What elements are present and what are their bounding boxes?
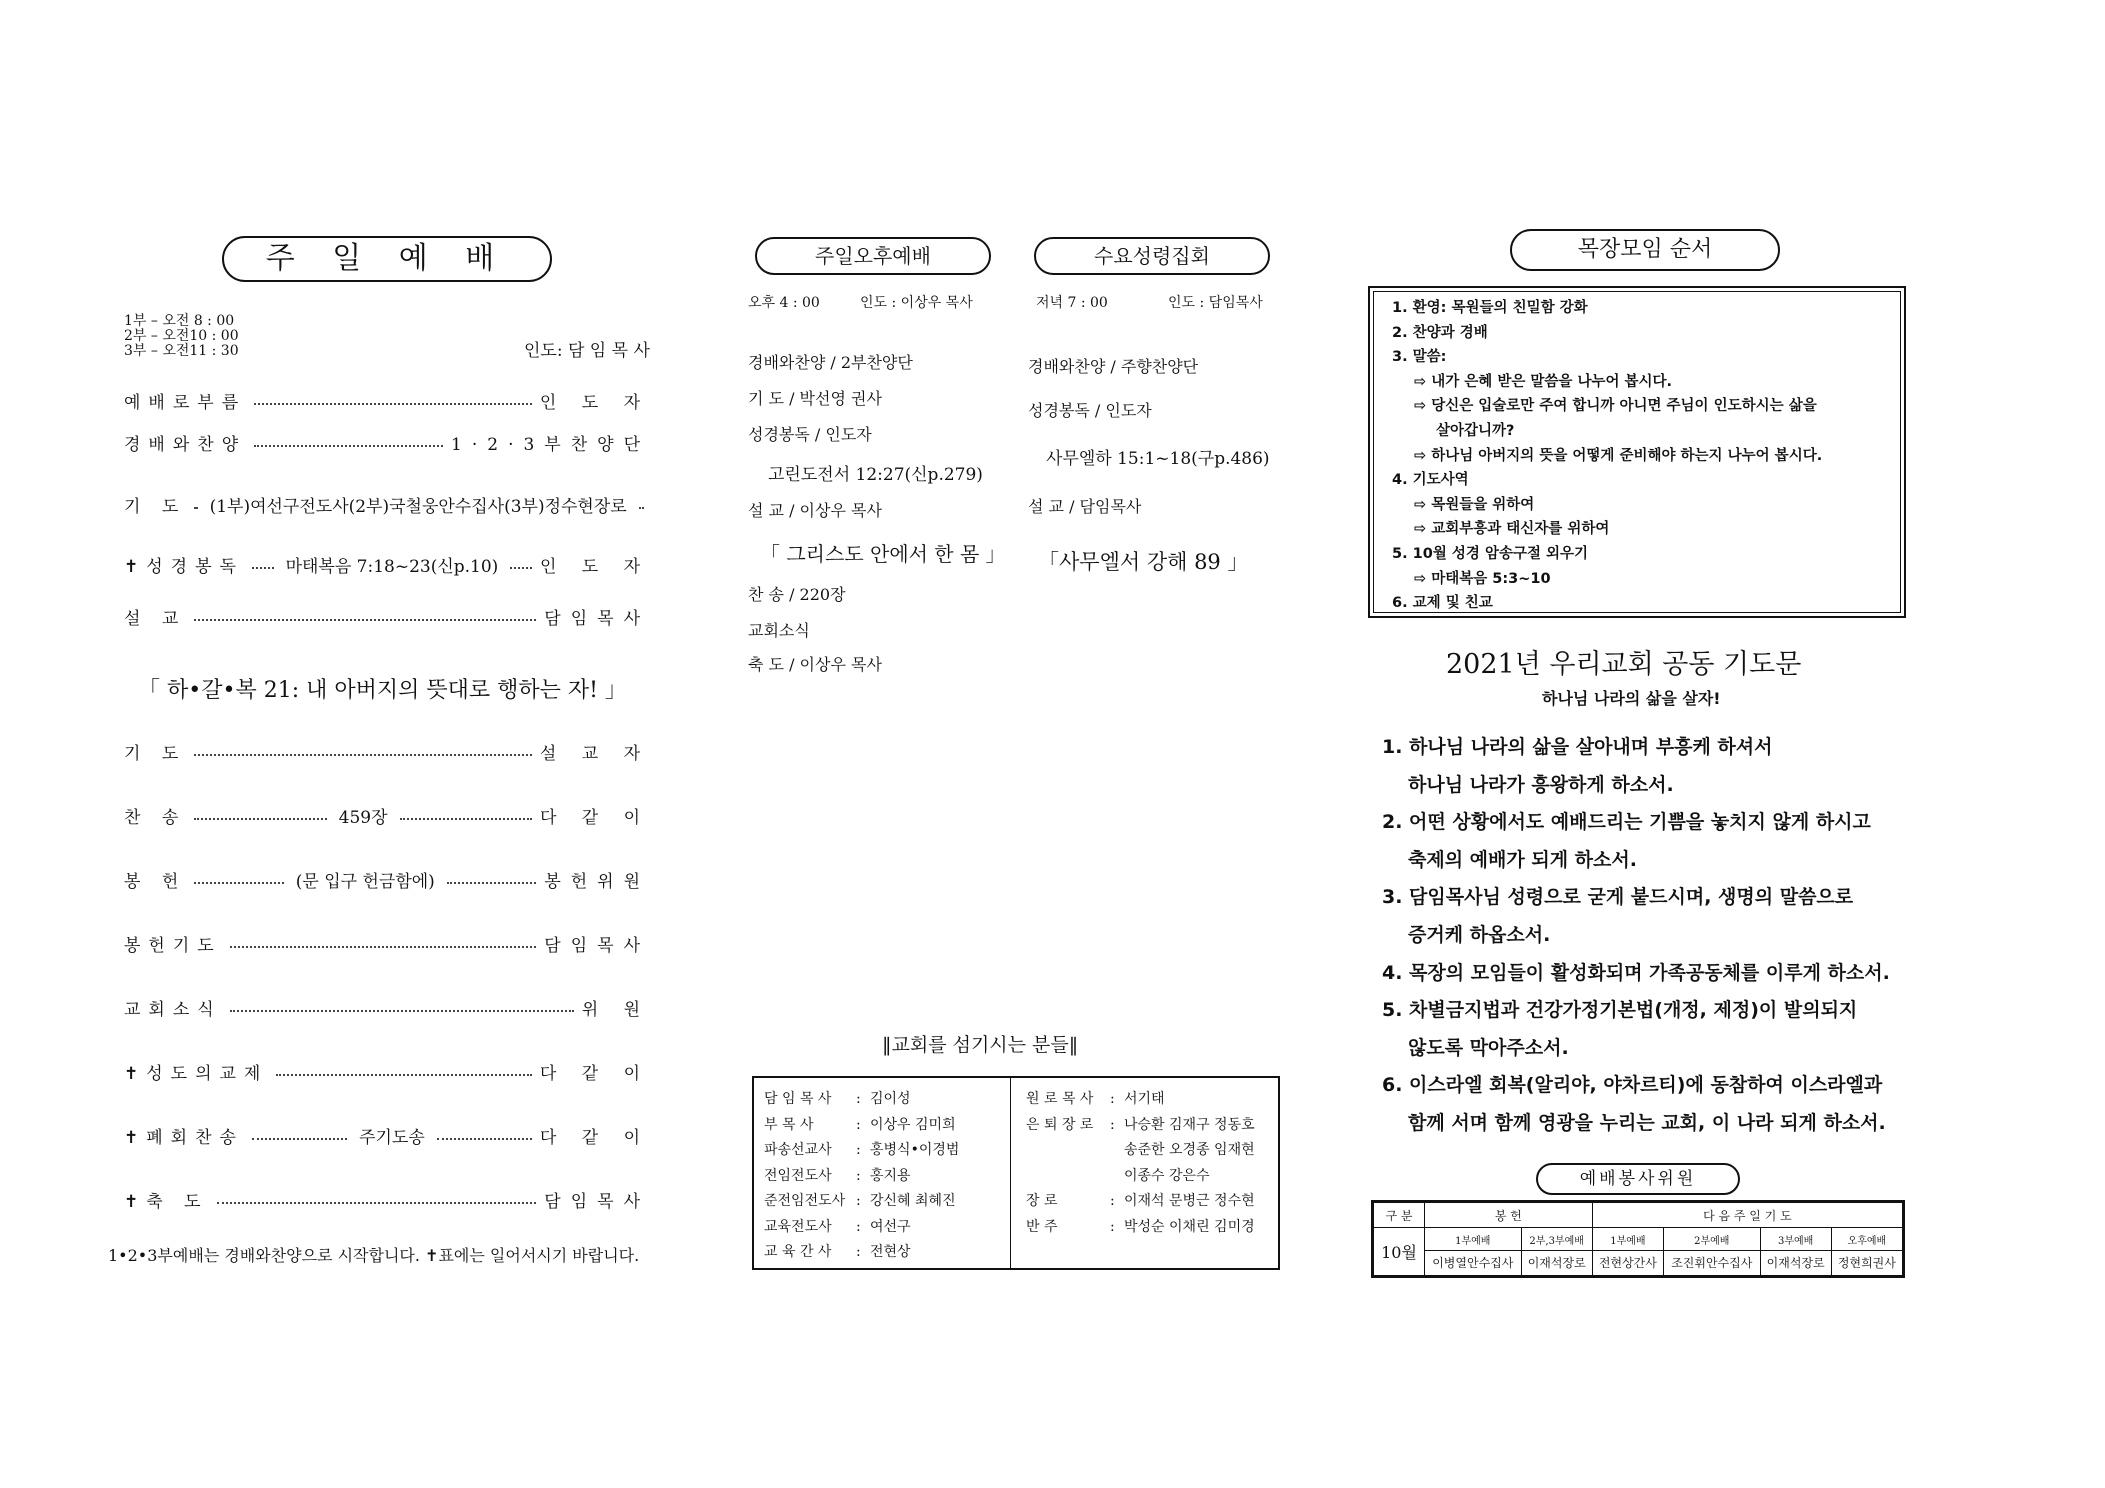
cell-meeting-line: ⇨ 교회부흥과 태신자를 위하여 [1414, 521, 1610, 538]
sub-3: 1부예배 [1592, 1228, 1663, 1251]
leader-dots [230, 946, 537, 948]
staff-entry [764, 1139, 959, 1159]
staff-divider [1010, 1078, 1011, 1268]
worship-row [124, 1123, 650, 1148]
cell-meeting-line: ⇨ 목원들을 위하여 [1414, 496, 1535, 513]
worship-row [124, 995, 650, 1020]
leader-dots [447, 882, 537, 884]
afternoon-item-prayer: 기 도 / 박선영 권사 [748, 389, 882, 408]
staff-role: 교 육 간 사 [764, 1244, 832, 1260]
staff-role: 전임전도사 [764, 1167, 832, 1184]
afternoon-item-hymn: 찬 송 / 220장 [748, 585, 846, 604]
service-sub-row [1374, 1228, 1903, 1251]
staff-colon: : [856, 1244, 861, 1260]
leader-dots [437, 1138, 532, 1140]
staff-box [752, 1076, 1280, 1270]
row-person: 봉헌위원 [544, 872, 651, 892]
staff-role: 담 임 목 사 [764, 1091, 832, 1107]
row-label: ✝폐회찬송 [124, 1128, 244, 1148]
staff-entry [1026, 1216, 1255, 1236]
row-person: 다 같 이 [539, 1064, 650, 1084]
worship-row [124, 931, 650, 956]
staff-names: 여선구 [870, 1218, 911, 1235]
staff-entry [764, 1216, 911, 1236]
cell-meeting-line: 5. 10월 성경 암송구절 외우기 [1392, 546, 1589, 562]
sub-5: 3부예배 [1760, 1228, 1831, 1251]
time-2: 2부 – 오전10 : 00 [124, 328, 239, 344]
row-person: 인 도 자 [539, 557, 651, 577]
staff-names: 이상우 김미희 [870, 1116, 956, 1133]
staff-role: 장 로 [1026, 1193, 1058, 1209]
prayer-line: 2. 어떤 상황에서도 예배드리는 기쁨을 놓치지 않게 하시고 [1382, 811, 1871, 834]
staff-names: 홍지용 [870, 1167, 911, 1184]
afternoon-time: 오후 4 : 00 [748, 295, 820, 311]
staff-role: 반 주 [1026, 1218, 1058, 1235]
staff-colon: : [856, 1116, 861, 1133]
afternoon-item-reading: 성경봉독 / 인도자 [748, 425, 872, 444]
value-1: 이병열안수집사 [1425, 1250, 1522, 1275]
worship-row [124, 739, 650, 764]
staff-entry [1026, 1114, 1255, 1134]
row-label: 기 도 [124, 497, 187, 517]
row-person: 위 원 [581, 1000, 650, 1020]
staff-role: 교육전도사 [764, 1218, 832, 1235]
staff-names: 강신혜 최혜진 [870, 1193, 956, 1209]
staff-entry [764, 1190, 956, 1210]
cell-meeting-line: 6. 교제 및 친교 [1392, 595, 1493, 612]
row-detail: 주기도송 [359, 1128, 425, 1148]
wednesday-time: 저녁 7 : 00 [1036, 295, 1108, 311]
row-person: 1·2·3부찬양단 [451, 435, 650, 455]
leader-dots [194, 507, 197, 509]
prayer-line: 1. 하나님 나라의 삶을 살아내며 부흥케 하셔서 [1382, 736, 1773, 758]
leader-dots [194, 619, 536, 621]
cell-meeting-title: 목장모임 순서 [1510, 229, 1780, 271]
prayer-line: 6. 이스라엘 회복(알리야, 야차르티)에 동참하여 이스라엘과 [1382, 1074, 1883, 1097]
staff-colon: : [1110, 1091, 1115, 1107]
time-3: 3부 – 오전11 : 30 [124, 343, 239, 359]
sub-4: 2부예배 [1663, 1228, 1760, 1251]
prayer-line: 하나님 나라가 흥왕하게 하소서. [1408, 773, 1674, 796]
afternoon-item-news: 교회소식 [748, 621, 810, 640]
staff-colon: : [856, 1167, 861, 1184]
row-label: ✝성도의교제 [124, 1064, 269, 1084]
staff-colon: : [1110, 1116, 1115, 1133]
wednesday-worship-title: 수요성령집회 [1034, 237, 1270, 275]
worship-row [124, 430, 650, 455]
worship-row [124, 604, 650, 629]
staff-role: 부 목 사 [764, 1116, 814, 1133]
leader-dots [194, 882, 284, 884]
prayer-line: 함께 서며 함께 영광을 누리는 교회, 이 나라 되게 하소서. [1408, 1112, 1886, 1134]
cell-meeting-line: 살아갑니까? [1436, 423, 1515, 439]
cell-meeting-line: 1. 환영: 목원들의 친밀함 강화 [1392, 300, 1588, 316]
staff-colon: : [1110, 1193, 1115, 1209]
afternoon-worship-title: 주일오후예배 [755, 237, 991, 275]
header-gubun: 구 분 [1374, 1203, 1425, 1228]
wednesday-item-praise: 경배와찬양 / 주향찬양단 [1028, 357, 1199, 376]
row-person: 인 도 자 [539, 393, 650, 413]
row-label: 교회소식 [124, 1000, 222, 1020]
value-3: 전현상간사 [1592, 1250, 1663, 1275]
cell-meeting-line: ⇨ 마태복음 5:3~10 [1414, 570, 1551, 587]
service-team-table [1373, 1202, 1903, 1276]
leader-dots [230, 1010, 574, 1012]
sub-1: 1부예배 [1425, 1228, 1522, 1251]
staff-entry [764, 1165, 911, 1185]
sunday-leader: 인도: 담 임 목 사 [524, 341, 650, 361]
row-person: 다 같 이 [539, 1128, 650, 1148]
row-label: ✝성경봉독 [124, 557, 244, 577]
staff-entry [764, 1114, 956, 1134]
leader-dots [254, 445, 443, 447]
worship-note: 1•2•3부예배는 경배와찬양으로 시작합니다. ✝표에는 일어서시기 바랍니다. [108, 1246, 640, 1265]
leader-dots [400, 818, 532, 820]
staff-colon: : [856, 1142, 861, 1158]
value-6: 정현희권사 [1831, 1250, 1902, 1275]
staff-entry [1026, 1139, 1255, 1159]
afternoon-item-sermon: 설 교 / 이상우 목사 [748, 501, 882, 520]
value-4: 조진휘안수집사 [1663, 1250, 1760, 1275]
sermon-title: 「 하•갈•복 21: 내 아버지의 뜻대로 행하는 자! 」 [138, 678, 627, 703]
row-label: 설 교 [124, 609, 187, 629]
time-1: 1부 – 오전 8 : 00 [124, 313, 235, 329]
cell-meeting-line: ⇨ 당신은 입술로만 주여 합니까 아니면 주님이 인도하시는 삶을 [1414, 398, 1817, 415]
afternoon-item-benediction: 축 도 / 이상우 목사 [748, 655, 882, 674]
prayer-line: 축제의 예배가 되게 하소서. [1408, 848, 1637, 871]
row-detail: (1부)여선구전도사(2부)국철웅안수집사(3부)정수현장로 [209, 497, 627, 517]
staff-role: 원 로 목 사 [1026, 1091, 1094, 1107]
row-person: 설 교 자 [539, 744, 650, 764]
leader-dots [194, 818, 326, 820]
sub-6: 오후예배 [1831, 1228, 1902, 1251]
afternoon-leader: 인도 : 이상우 목사 [860, 295, 973, 311]
leader-dots [276, 1074, 532, 1076]
header-offering: 봉 헌 [1425, 1203, 1593, 1228]
worship-row [124, 867, 650, 892]
worship-row [124, 1059, 650, 1084]
prayer-line: 증거케 하옵소서. [1408, 924, 1551, 946]
cell-meeting-line: 4. 기도사역 [1392, 472, 1469, 489]
sub-2: 2부,3부예배 [1521, 1228, 1592, 1251]
row-person: 담임목사 [544, 1192, 650, 1212]
worship-row [124, 1187, 650, 1212]
row-person: 담임목사 [544, 609, 650, 629]
prayer-line: 3. 담임목사님 성령으로 굳게 붙드시며, 생명의 말씀으로 [1382, 886, 1854, 909]
service-team-title: 예배봉사위원 [1536, 1163, 1740, 1195]
prayer-line: 5. 차별금지법과 건강가정기본법(개정, 제정)이 발의되지 [1382, 999, 1858, 1022]
row-label: 찬 송 [124, 808, 187, 828]
prayer-title: 2021년 우리교회 공동 기도문 [1446, 649, 1802, 680]
prayer-line: 않도록 막아주소서. [1408, 1036, 1569, 1059]
row-label: 봉 헌 [124, 872, 187, 892]
prayer-subtitle: 하나님 나라의 삶을 살자! [1542, 689, 1721, 708]
staff-entry [764, 1241, 911, 1261]
staff-names: 김이성 [870, 1091, 911, 1107]
row-label: 예배로부름 [124, 393, 247, 413]
worship-row [124, 388, 650, 413]
value-2: 이재석장로 [1521, 1250, 1592, 1275]
staff-entry [764, 1088, 911, 1108]
row-person: 담임목사 [544, 936, 650, 956]
service-month: 10월 [1374, 1228, 1425, 1276]
staff-colon: : [1110, 1218, 1115, 1235]
cell-meeting-inner [1373, 291, 1901, 613]
row-label: 경배와찬양 [124, 435, 247, 455]
staff-role: 은 퇴 장 로 [1026, 1116, 1094, 1133]
staff-colon: : [856, 1091, 861, 1107]
staff-colon: : [856, 1193, 861, 1209]
cell-meeting-line: ⇨ 하나님 아버지의 뜻을 어떻게 준비해야 하는지 나누어 봅시다. [1414, 447, 1823, 464]
service-team-table-box [1371, 1200, 1905, 1278]
row-detail: 마태복음 7:18~23(신p.10) [285, 557, 499, 577]
service-times [124, 314, 239, 359]
staff-entry [1026, 1190, 1255, 1210]
row-detail: 459장 [338, 808, 388, 828]
staff-names: 나승환 김재구 정동호 [1124, 1116, 1255, 1133]
staff-entry [1026, 1088, 1165, 1108]
staff-names: 홍병식•이경범 [870, 1142, 960, 1158]
header-next-prayer: 다 음 주 일 기 도 [1592, 1203, 1902, 1228]
staff-title: ‖교회를 섬기시는 분들‖ [882, 1034, 1079, 1056]
worship-row [124, 803, 650, 828]
wednesday-item-passage: 사무엘하 15:1~18(구p.486) [1046, 449, 1270, 469]
afternoon-item-passage: 고린도전서 12:27(신p.279) [768, 465, 983, 485]
cell-meeting-line: 2. 찬양과 경배 [1392, 324, 1488, 341]
row-label: 기 도 [124, 744, 187, 764]
worship-row [124, 552, 650, 577]
staff-role: 파송선교사 [764, 1142, 832, 1158]
leader-dots [252, 567, 274, 569]
sunday-worship-title: 주 일 예 배 [222, 236, 552, 282]
row-person: 다 같 이 [539, 808, 651, 828]
staff-entry [1026, 1165, 1210, 1185]
afternoon-sermon-title: 「 그리스도 안에서 한 몸 」 [760, 542, 1006, 566]
staff-colon: : [856, 1218, 861, 1235]
staff-names: 전현상 [870, 1244, 911, 1260]
service-value-row [1374, 1250, 1903, 1275]
staff-names: 이재석 문병근 정수현 [1124, 1193, 1255, 1209]
staff-names: 서기태 [1124, 1091, 1165, 1107]
staff-names: 송준한 오경종 임재현 [1124, 1142, 1255, 1158]
row-label: 봉헌기도 [124, 936, 222, 956]
staff-names: 이종수 강은수 [1124, 1167, 1210, 1184]
leader-dots [252, 1138, 347, 1140]
wednesday-sermon-title: 「사무엘서 강해 89 」 [1038, 550, 1249, 574]
afternoon-item-praise: 경배와찬양 / 2부찬양단 [748, 353, 913, 372]
cell-meeting-line: ⇨ 내가 은혜 받은 말씀을 나누어 봅시다. [1414, 373, 1673, 390]
cell-meeting-box [1368, 286, 1906, 618]
service-header-row [1374, 1203, 1903, 1228]
row-detail: (문 입구 헌금함에) [295, 872, 435, 892]
leader-dots [639, 507, 642, 509]
staff-names: 박성순 이채린 김미경 [1124, 1218, 1255, 1235]
worship-row [124, 492, 650, 517]
wednesday-item-sermon: 설 교 / 담임목사 [1028, 497, 1142, 516]
prayer-line: 4. 목장의 모임들이 활성화되며 가족공동체를 이루게 하소서. [1382, 961, 1890, 984]
wednesday-item-reading: 성경봉독 / 인도자 [1028, 401, 1152, 420]
value-5: 이재석장로 [1760, 1250, 1831, 1275]
wednesday-leader: 인도 : 담임목사 [1168, 295, 1263, 311]
cell-meeting-line: 3. 말씀: [1392, 349, 1447, 366]
leader-dots [510, 567, 532, 569]
leader-dots [194, 754, 532, 756]
row-label: ✝축 도 [124, 1192, 209, 1212]
staff-role: 준전임전도사 [764, 1193, 846, 1209]
leader-dots [217, 1202, 537, 1204]
leader-dots [254, 403, 532, 405]
